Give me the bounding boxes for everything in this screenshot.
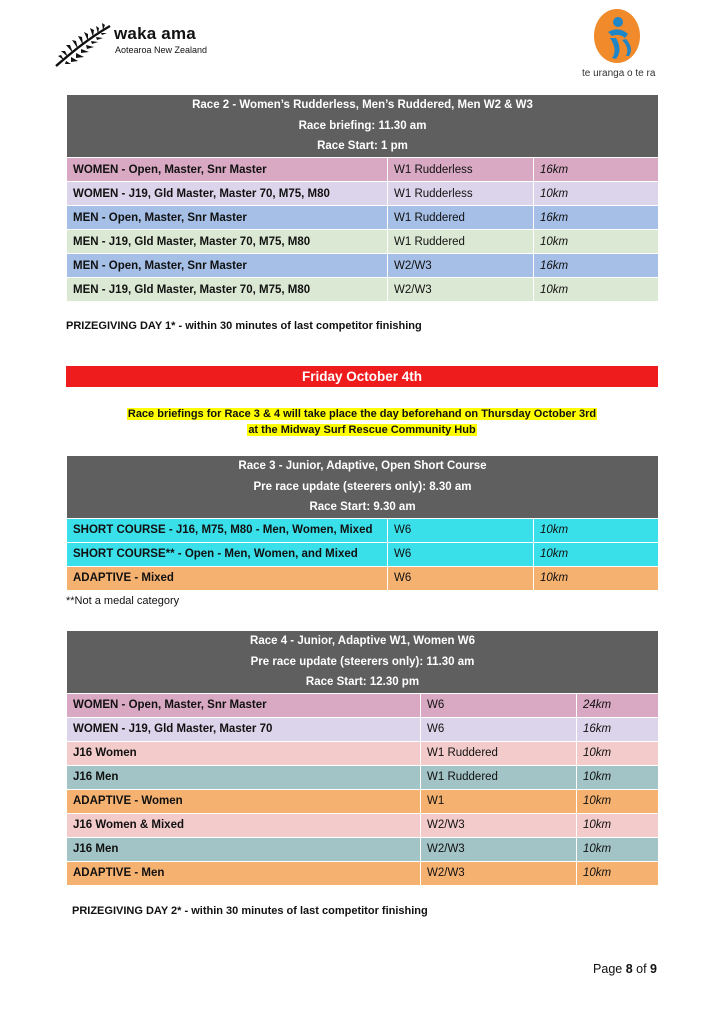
table-row — [67, 566, 659, 590]
category-cell: ADAPTIVE - Women — [67, 789, 421, 813]
table-row — [67, 765, 659, 789]
fern-icon — [52, 20, 114, 70]
logo-caption: te uranga o te ra — [582, 68, 656, 79]
distance-cell: 10km — [577, 765, 659, 789]
briefing-note-line-1 — [66, 408, 658, 420]
race-2-start: Race Start: 1 pm — [317, 140, 408, 153]
craft-cell: W2/W3 — [388, 278, 534, 302]
category-cell: J16 Women & Mixed — [67, 813, 421, 837]
prizegiving-2-label: PRIZEGIVING DAY 2* — [72, 905, 182, 917]
race-3-update: Pre race update (steerers only): 8.30 am — [253, 480, 472, 493]
distance-cell: 10km — [534, 518, 659, 542]
day-header: Friday October 4th — [66, 366, 658, 387]
table-row — [67, 837, 659, 861]
table-row — [67, 861, 659, 885]
craft-cell: W6 — [388, 566, 534, 590]
prizegiving-1-text: - within 30 minutes of last competitor finishing — [175, 320, 422, 332]
te-uranga-logo — [582, 8, 692, 82]
category-cell: MEN - Open, Master, Snr Master — [67, 254, 388, 278]
distance-cell: 10km — [534, 278, 659, 302]
prizegiving-1-label: PRIZEGIVING DAY 1* — [66, 320, 176, 332]
table-row — [67, 206, 659, 230]
race-4-table — [66, 630, 659, 886]
category-cell: MEN - J19, Gld Master, Master 70, M75, M80 — [67, 230, 388, 254]
category-cell: WOMEN - J19, Gld Master, Master 70 — [67, 717, 421, 741]
table-row — [67, 254, 659, 278]
distance-cell: 16km — [534, 254, 659, 278]
category-cell: J16 Women — [67, 741, 421, 765]
craft-cell: W6 — [388, 542, 534, 566]
waka-ama-logo — [52, 20, 242, 72]
craft-cell: W1 Rudderless — [388, 158, 534, 182]
distance-cell: 10km — [534, 230, 659, 254]
table-row — [67, 693, 659, 717]
craft-cell: W6 — [421, 717, 577, 741]
distance-cell: 16km — [534, 206, 659, 230]
table-row — [67, 158, 659, 182]
table-row — [67, 717, 659, 741]
distance-cell: 10km — [577, 789, 659, 813]
table-row — [67, 542, 659, 566]
page-number — [593, 962, 657, 976]
distance-cell: 10km — [534, 542, 659, 566]
page-prefix: Page — [593, 962, 626, 976]
craft-cell: W1 — [421, 789, 577, 813]
briefing-note-line-2 — [66, 424, 658, 436]
race-2-header — [67, 95, 659, 158]
brand-name: waka ama — [114, 24, 196, 43]
distance-cell: 16km — [577, 717, 659, 741]
race-3-title: Race 3 - Junior, Adaptive, Open Short Course — [238, 460, 487, 472]
paddler-emblem-icon — [592, 8, 642, 64]
table-row — [67, 230, 659, 254]
category-cell: WOMEN - Open, Master, Snr Master — [67, 158, 388, 182]
prizegiving-day-1 — [66, 320, 422, 332]
category-cell: WOMEN - J19, Gld Master, Master 70, M75, M80 — [67, 182, 388, 206]
category-cell: SHORT COURSE** - Open - Men, Women, and Mixed — [67, 542, 388, 566]
briefing-note-text-1: Race briefings for Race 3 & 4 will take place the day beforehand on Thursday October 3rd — [127, 408, 597, 420]
race-2-title: Race 2 - Women’s Rudderless, Men’s Ruddered, Men W2 & W3 — [192, 99, 533, 112]
category-cell: SHORT COURSE - J16, M75, M80 - Men, Women, Mixed — [67, 518, 388, 542]
race-2-table — [66, 94, 659, 302]
race-4-header — [67, 631, 659, 694]
page-current: 8 — [625, 962, 633, 976]
race-3-start: Race Start: 9.30 am — [309, 501, 416, 513]
race-4-update: Pre race update (steerers only): 11.30 am — [250, 655, 475, 668]
table-row — [67, 518, 659, 542]
distance-cell: 10km — [577, 861, 659, 885]
craft-cell: W2/W3 — [421, 813, 577, 837]
prizegiving-day-2 — [72, 905, 428, 917]
race-3-header — [67, 456, 659, 519]
distance-cell: 16km — [534, 158, 659, 182]
category-cell: MEN - J19, Gld Master, Master 70, M75, M80 — [67, 278, 388, 302]
distance-cell: 10km — [577, 837, 659, 861]
category-cell: MEN - Open, Master, Snr Master — [67, 206, 388, 230]
distance-cell: 10km — [577, 741, 659, 765]
race-4-start: Race Start: 12.30 pm — [305, 676, 420, 688]
craft-cell: W2/W3 — [421, 861, 577, 885]
craft-cell: W2/W3 — [421, 837, 577, 861]
table-row — [67, 741, 659, 765]
briefing-note-text-2: at the Midway Surf Rescue Community Hub — [248, 424, 476, 436]
category-cell: WOMEN - Open, Master, Snr Master — [67, 693, 421, 717]
craft-cell: W1 Rudderless — [388, 182, 534, 206]
craft-cell: W1 Ruddered — [421, 765, 577, 789]
table-row — [67, 789, 659, 813]
race-2-briefing: Race briefing: 11.30 am — [298, 119, 427, 132]
medal-note: **Not a medal category — [66, 595, 180, 607]
craft-cell: W1 Ruddered — [388, 230, 534, 254]
race-4-title: Race 4 - Junior, Adaptive W1, Women W6 — [250, 635, 475, 647]
distance-cell: 10km — [534, 182, 659, 206]
brand-subtitle: Aotearoa New Zealand — [115, 45, 208, 55]
craft-cell: W1 Ruddered — [388, 206, 534, 230]
category-cell: ADAPTIVE - Men — [67, 861, 421, 885]
craft-cell: W2/W3 — [388, 254, 534, 278]
category-cell: J16 Men — [67, 765, 421, 789]
prizegiving-2-text: - within 30 minutes of last competitor finishing — [181, 905, 428, 917]
craft-cell: W6 — [421, 693, 577, 717]
distance-cell: 24km — [577, 693, 659, 717]
table-row — [67, 182, 659, 206]
table-row — [67, 278, 659, 302]
distance-cell: 10km — [577, 813, 659, 837]
distance-cell: 10km — [534, 566, 659, 590]
category-cell: ADAPTIVE - Mixed — [67, 566, 388, 590]
race-3-table — [66, 455, 659, 591]
table-row — [67, 813, 659, 837]
page-sep: of — [632, 962, 651, 976]
craft-cell: W6 — [388, 518, 534, 542]
page-total: 9 — [650, 962, 657, 976]
craft-cell: W1 Ruddered — [421, 741, 577, 765]
category-cell: J16 Men — [67, 837, 421, 861]
